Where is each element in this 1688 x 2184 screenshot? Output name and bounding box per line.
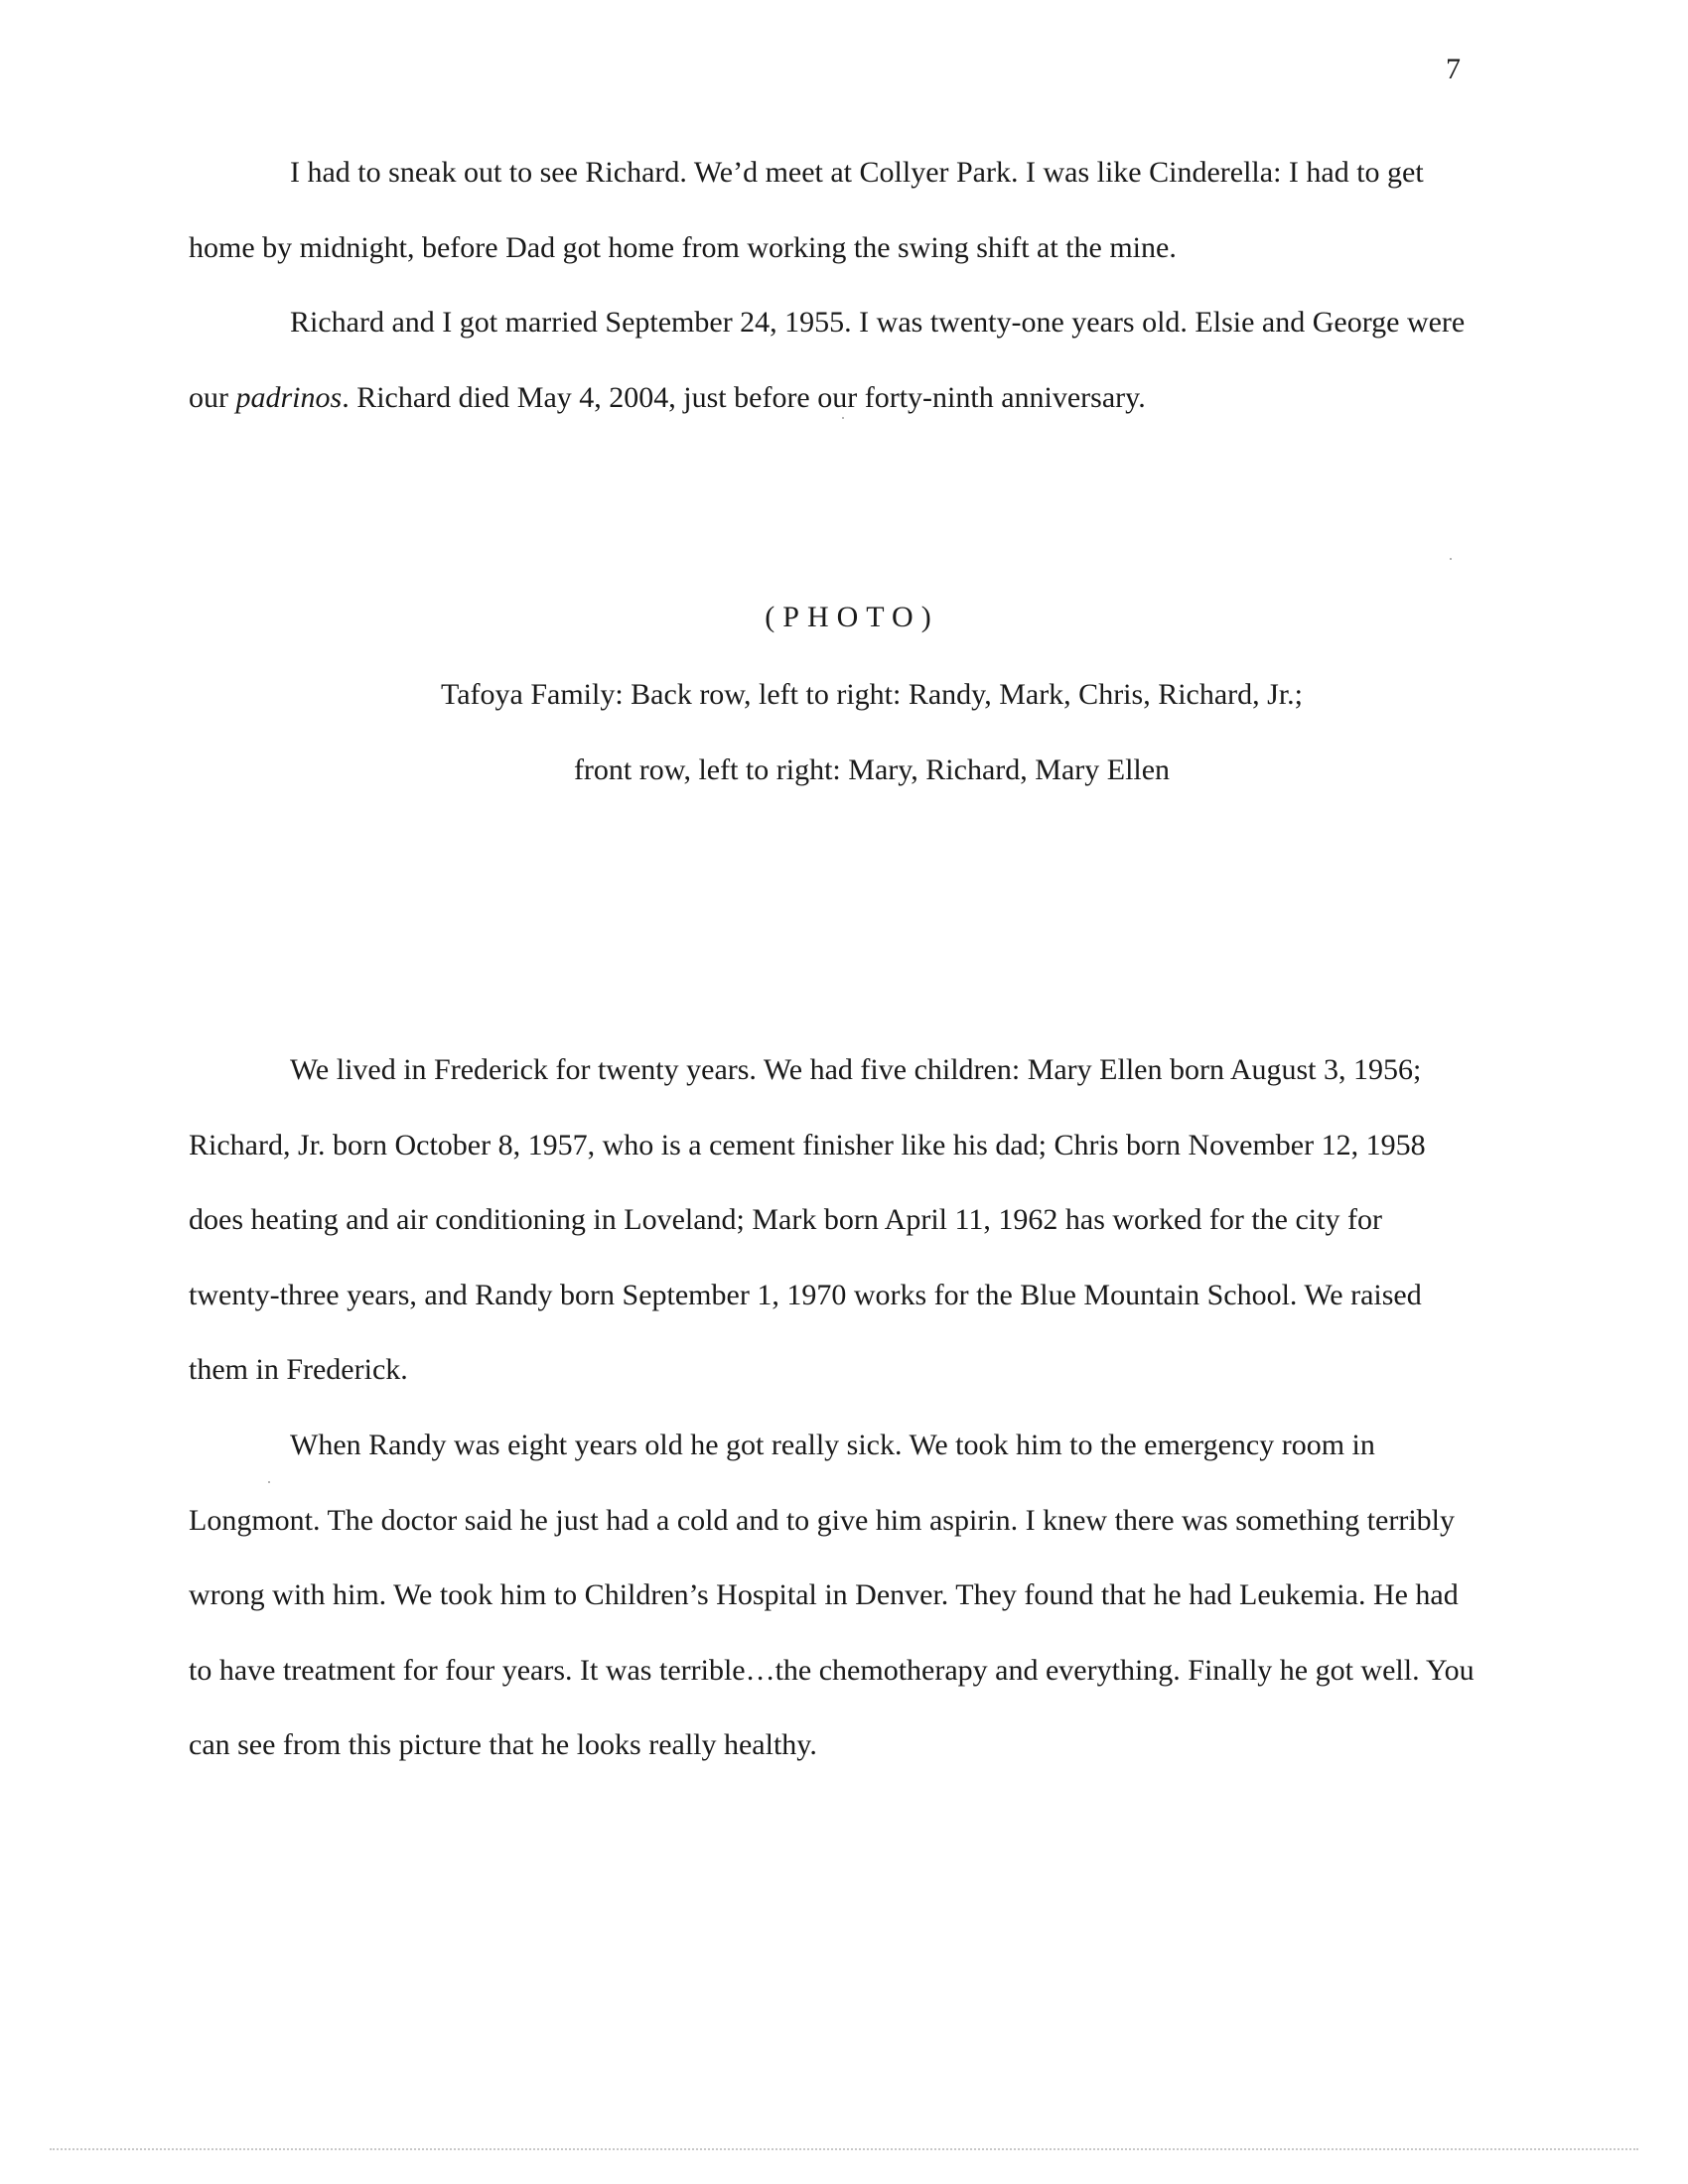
paragraph-text: When Randy was eight years old he got really sick. We took him to the emergency room in Longmont. The doctor said he just had a cold and to give him aspirin. I knew there was something terribly wrong with him. We took him to Children’s Hospital in Denver. They found that he had Leukemia. He had to have treatment for four years. It was terrible…the chemotherapy and everything. Finally he got well. You can see from this picture that he looks really healthy.: [189, 1429, 1475, 1761]
paragraph-text-before: Richard and I got married September 24, 1955. I was twenty-one years old. Elsie and George were our: [189, 306, 1466, 414]
paragraph-marriage: [189, 285, 1479, 435]
photo-caption-line-1: Tafoya Family: Back row, left to right: Randy, Mark, Chris, Richard, Jr.;: [440, 678, 1304, 711]
paragraph-children: [189, 1032, 1479, 1408]
scan-speck: [842, 417, 844, 419]
photo-placeholder-label: (PHOTO): [765, 601, 939, 633]
paragraph-sneaking-out: [189, 135, 1479, 285]
paragraph-text-after: . Richard died May 4, 2004, just before our forty-ninth anniversary.: [342, 380, 1146, 414]
scan-artifact-dotted-line: [50, 2148, 1638, 2150]
paragraph-text: I had to sneak out to see Richard. We’d meet at Collyer Park. I was like Cinderella: I had to get home by midnight, before Dad got home from working the swing shift at the mine.: [189, 156, 1424, 264]
photo-caption-line-2: front row, left to right: Mary, Richard, Mary Ellen: [573, 753, 1171, 786]
scan-speck: [1450, 558, 1452, 560]
scan-speck: [268, 1481, 270, 1483]
page-number: 7: [1446, 53, 1461, 85]
paragraph-text: We lived in Frederick for twenty years. We had five children: Mary Ellen born August 3, 1956; Richard, Jr. born October 8, 1957, who is a cement finisher like his dad; Chris born November 12, 1958 does heating and air conditioning in Loveland; Mark born April 11, 1962 has worked for the city for twenty-three years, and Randy born September 1, 1970 works for the Blue Mountain School. We raised them in Frederick.: [189, 1053, 1426, 1386]
italic-term: padrinos: [235, 380, 343, 414]
paragraph-illness: [189, 1408, 1479, 1783]
